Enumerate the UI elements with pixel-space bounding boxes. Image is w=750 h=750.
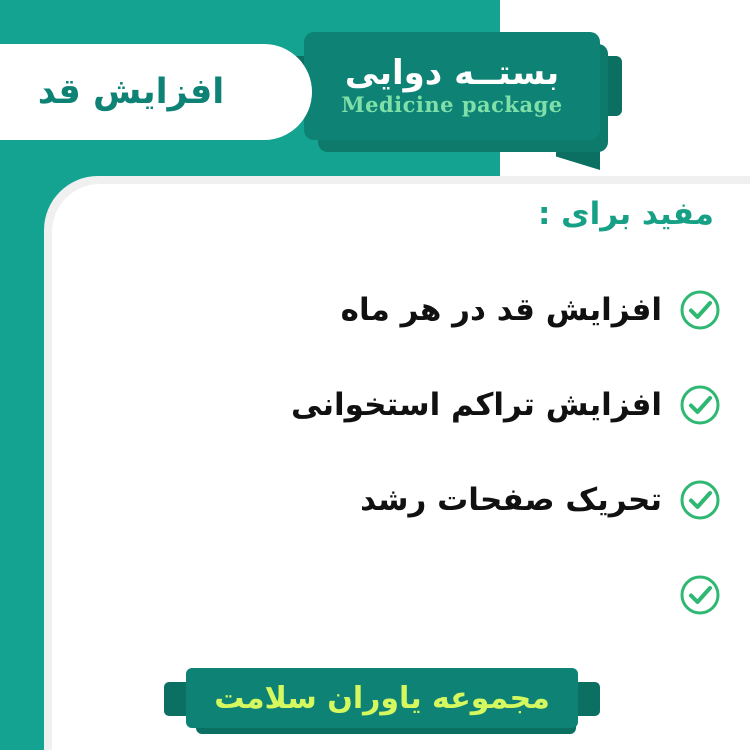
list-item xyxy=(202,357,722,452)
footer-banner xyxy=(186,668,578,728)
check-circle-icon xyxy=(678,288,722,332)
list-item xyxy=(202,547,722,642)
brand-name: مجموعه یاوران سلامت xyxy=(214,680,550,716)
check-circle-icon xyxy=(678,573,722,617)
list-item-label: افزایش تراکم استخوانی xyxy=(291,386,662,423)
benefit-list xyxy=(202,262,722,642)
list-item-label: افزایش قد در هر ماه xyxy=(340,291,662,328)
title-en: Medicine package xyxy=(341,91,563,117)
subtitle-pill xyxy=(0,44,312,140)
title-banner xyxy=(304,32,600,140)
title-fa: بستــه دوایی xyxy=(344,52,560,93)
useful-for-heading: مفید برای : xyxy=(537,196,714,232)
check-circle-icon xyxy=(678,383,722,427)
check-circle-icon xyxy=(678,478,722,522)
footer-fold-left xyxy=(164,682,188,716)
footer-fold-right xyxy=(576,682,600,716)
list-item xyxy=(202,262,722,357)
list-item-label: تحریک صفحات رشد xyxy=(360,481,662,518)
subtitle-text: افزایش قد xyxy=(37,72,225,112)
list-item xyxy=(202,452,722,547)
